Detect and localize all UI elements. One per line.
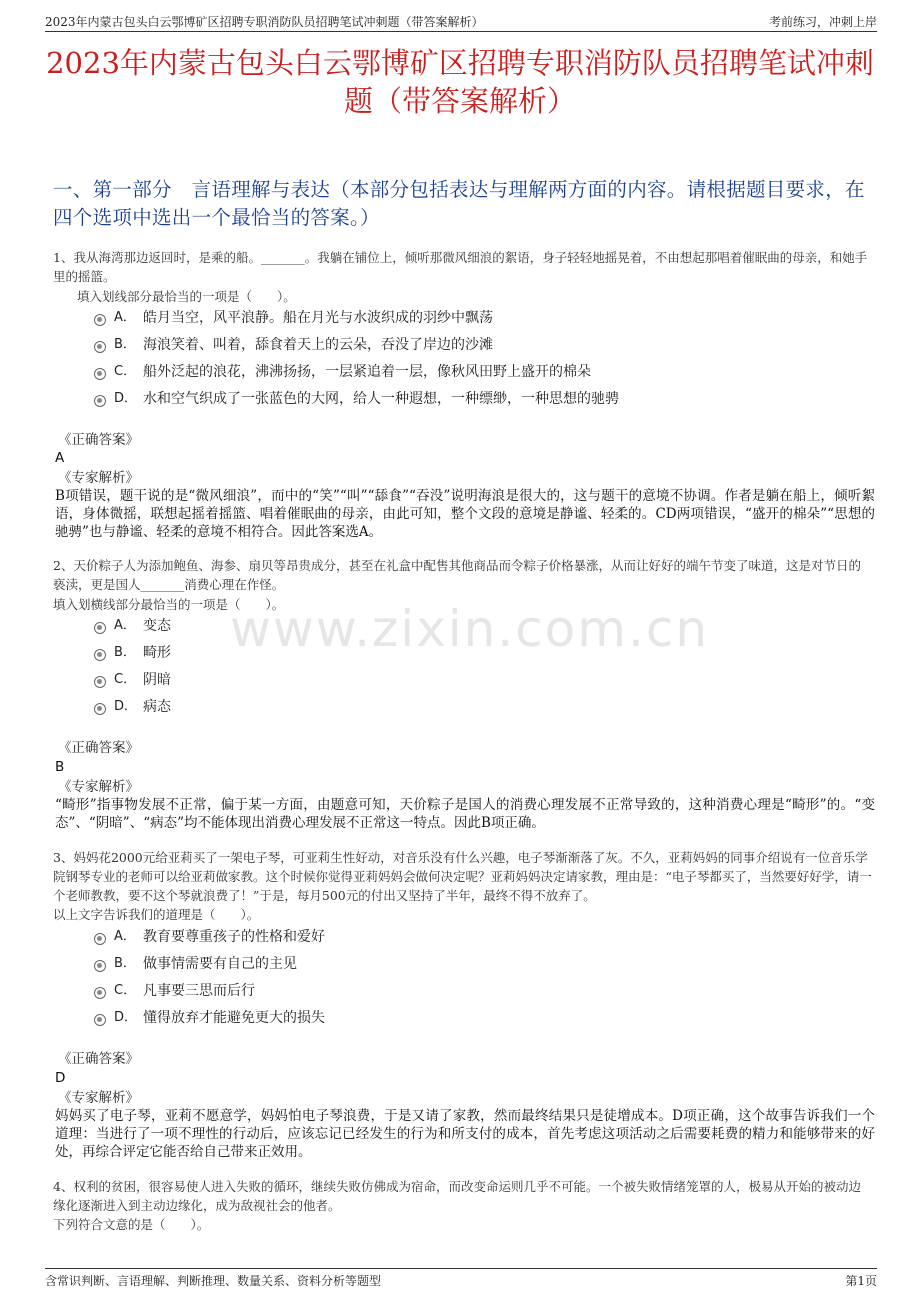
question-3-answer-label: 《正确答案》 [58,1051,139,1067]
option-letter: D． [114,391,138,406]
option-text: 海浪笑着、叫着，舔食着天上的云朵，吞没了岸边的沙滩 [143,337,493,353]
option-letter: B． [114,337,136,352]
option-text: 懂得放弃才能避免更大的损失 [143,1010,325,1026]
option-text: 做事情需要有自己的主见 [143,956,297,972]
question-2-answer: B [55,759,65,775]
page-header [45,12,877,32]
question-1-text: 1、我从海湾那边返回时，是乘的船。_______。我躺在铺位上，倾听那微风细浪的絮语，身子轻轻地摇晃着，不由想起那唱着催眠曲的母亲，和她手里的摇篮。 [53,250,868,284]
header-doc-title: 2023年内蒙古包头白云鄂博矿区招聘专职消防队员招聘笔试冲刺题（带答案解析） [45,15,484,29]
option-text: 变态 [143,618,171,634]
question-3-text: 3、妈妈花2000元给亚莉买了一架电子琴，可亚莉生性好动，对音乐没有什么兴趣，电子琴渐渐落了灰。不久，亚莉妈妈的同事介绍说有一位音乐学院钢琴专业的老师可以给亚莉做家教。这个时候你觉得亚莉妈妈会做何决定呢？亚莉妈妈决定请家教，理由是：“电子琴都买了，当然要好好学，请一个老师教教，要不这个琴就浪费了！”于是，每月500元的付出又坚持了半年，最终不得不放弃了。 [53,850,872,903]
option-letter: C． [114,672,137,687]
option-letter: D． [114,1010,138,1025]
option-text: 阴暗 [143,672,171,688]
option-letter: B． [114,956,136,971]
option-letter: B． [114,645,136,660]
radio-icon[interactable] [94,649,106,661]
option-letter: D． [114,699,138,714]
option-text: 病态 [143,699,171,715]
radio-icon[interactable] [94,341,106,353]
radio-icon[interactable] [94,987,106,999]
document-title: 2023年内蒙古包头白云鄂博矿区招聘专职消防队员招聘笔试冲刺题（带答案解析） [46,46,874,118]
page-footer [45,1268,877,1290]
page-number: 第1页 [845,1274,877,1288]
question-1-answer-label: 《正确答案》 [58,432,139,448]
radio-icon[interactable] [94,368,106,380]
question-2-text: 2、天价粽子人为添加鲍鱼、海参、扇贝等昂贵成分，甚至在礼盒中配售其他商品而令粽子价格暴涨，从而让好好的端午节变了味道，这是对节日的亵渎，更是国人_______消费心理在作怪。 [53,558,861,592]
radio-icon[interactable] [94,1014,106,1026]
question-3-explanation: 妈妈买了电子琴，亚莉不愿意学，妈妈怕电子琴浪费，于是又请了家教，然而最终结果只是徒增成本。D项正确，这个故事告诉我们一个道理：当进行了一项不理性的行动后，应该忘记已经发生的行为和所支付的成本，首先考虑这项活动之后需要耗费的精力和能够带来的好处，再综合评定它能否给自己带来正效用。 [55,1108,875,1160]
option-text: 船外泛起的浪花，沸沸扬扬，一层紧追着一层，像秋风田野上盛开的棉朵 [143,364,591,380]
option-letter: A． [114,310,136,325]
question-1-answer: A [55,450,65,466]
question-2-prompt: 填入划横线部分最恰当的一项是（ ）。 [53,597,285,612]
question-1-explanation-label: 《专家解析》 [58,470,139,486]
question-3-answer: D [55,1070,66,1086]
section-heading: 一、第一部分 言语理解与表达（本部分包括表达与理解两方面的内容。请根据题目要求，在四个选项中选出一个最恰当的答案。） [53,178,865,229]
radio-icon[interactable] [94,703,106,715]
question-2-explanation-label: 《专家解析》 [58,779,139,795]
question-3-prompt: 以上文字告诉我们的道理是（ ）。 [53,907,260,922]
question-3-explanation-label: 《专家解析》 [58,1090,139,1106]
radio-icon[interactable] [94,933,106,945]
radio-icon[interactable] [94,622,106,634]
question-2-answer-label: 《正确答案》 [58,740,139,756]
radio-icon[interactable] [94,395,106,407]
option-text: 教育要尊重孩子的性格和爱好 [143,929,325,945]
option-letter: C． [114,364,137,379]
footer-topics: 含常识判断、言语理解、判断推理、数量关系、资料分析等题型 [45,1274,382,1288]
question-1-explanation: B项错误，题干说的是“微风细浪”，而中的“笑”“叫”“舔食”“吞没”说明海浪是很大的，这与题干的意境不协调。作者是躺在船上，倾听絮语，身体微摇，联想起摇着摇篮、唱着催眠曲的母亲，由此可知，整个文段的意境是静谧、轻柔的。CD两项错误，“盛开的棉朵”“思想的驰骋”也与静谧、轻柔的意境不相符合。因此答案选A。 [55,488,875,540]
radio-icon[interactable] [94,960,106,972]
option-text: 水和空气织成了一张蓝色的大网，给人一种遐想，一种缥缈，一种思想的驰骋 [143,391,619,407]
option-text: 皓月当空，风平浪静。船在月光与水波织成的羽纱中飘荡 [143,310,493,326]
option-letter: A． [114,618,136,633]
watermark: www.zixin.com.cn [230,600,710,658]
header-slogan: 考前练习，冲刺上岸 [768,15,877,29]
option-text: 凡事要三思而后行 [143,983,255,999]
question-4-prompt: 下列符合文意的是（ ）。 [53,1217,210,1232]
option-letter: C． [114,983,137,998]
radio-icon[interactable] [94,314,106,326]
question-1-prompt: 填入划线部分最恰当的一项是（ ）。 [77,289,296,304]
question-2-explanation: “畸形”指事物发展不正常，偏于某一方面，由题意可知，天价粽子是国人的消费心理发展不正常导致的，这种消费心理是“畸形”的。“变态”、“阴暗”、“病态”均不能体现出消费心理发展不正常这一特点。因此B项正确。 [55,797,875,831]
question-4-text: 4、权利的贫困，很容易使人进入失败的循环，继续失败仿佛成为宿命，而改变命运则几乎不可能。一个被失败情绪笼罩的人，极易从开始的被动边缘化逐渐进入到主动边缘化，成为敌视社会的他者。 [53,1179,861,1213]
option-text: 畸形 [143,645,171,661]
radio-icon[interactable] [94,676,106,688]
option-letter: A． [114,929,136,944]
